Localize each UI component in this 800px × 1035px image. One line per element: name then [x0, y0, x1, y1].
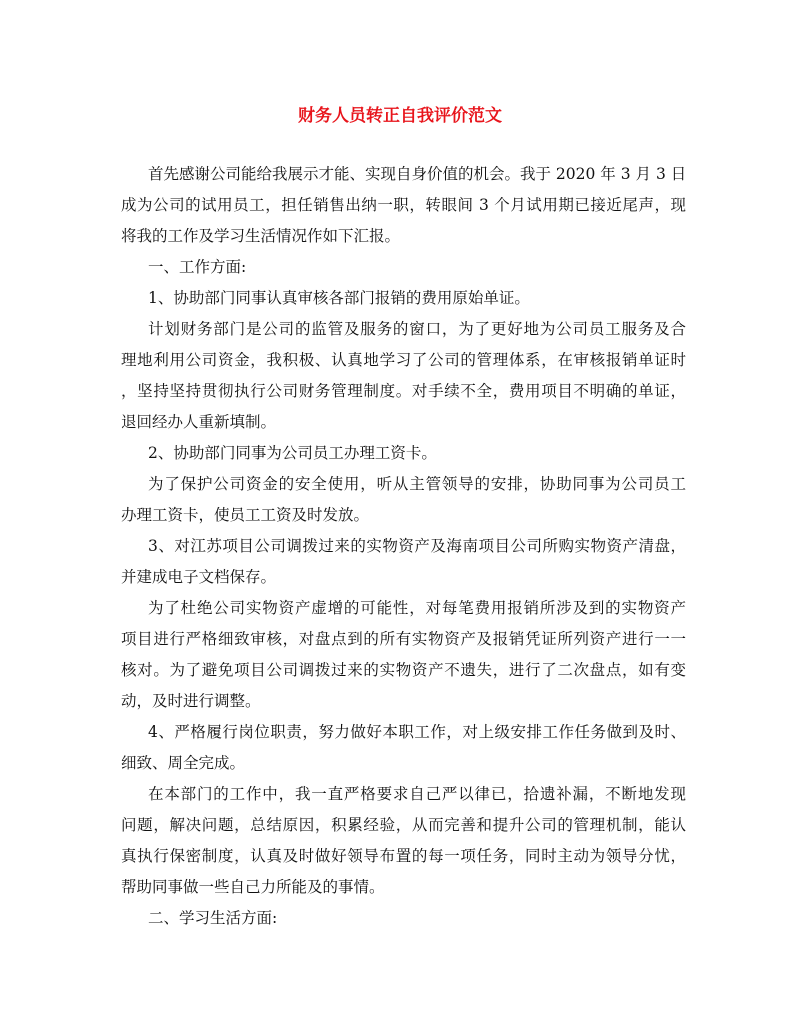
paragraph-line: 真执行保密制度，认真及时做好领导布置的每一项任务，同时主动为领导分忧，: [121, 847, 686, 865]
paragraph-line: 首先感谢公司能给我展示才能、实现自身价值的机会。我于 2020 年 3 月 3 日: [148, 165, 687, 183]
paragraph-line: 为了杜绝公司实物资产虚增的可能性，对每笔费用报销所涉及到的实物资产: [148, 599, 686, 617]
section-heading: 一、工作方面:: [148, 258, 247, 276]
item-heading: 1、协助部门同事认真审核各部门报销的费用原始单证。: [148, 289, 530, 307]
paragraph-line: 在本部门的工作中，我一直严格要求自己严以律已，拾遗补漏，不断地发现: [148, 785, 686, 803]
paragraph-line: 成为公司的试用员工，担任销售出纳一职，转眼间 3 个月试用期已接近尾声，现: [121, 196, 686, 214]
paragraph-line: 计划财务部门是公司的监管及服务的窗口，为了更好地为公司员工服务及合: [148, 320, 686, 338]
paragraph-line: ，坚持坚持贯彻执行公司财务管理制度。对手续不全，费用项目不明确的单证，: [121, 382, 686, 400]
item-heading: 4、严格履行岗位职责，努力做好本职工作，对上级安排工作任务做到及时、: [148, 723, 686, 741]
paragraph-line: 动，及时进行调整。: [121, 692, 261, 710]
paragraph-line: 问题，解决问题，总结原因，积累经验，从而完善和提升公司的管理机制，能认: [121, 816, 686, 834]
paragraph-line: 将我的工作及学习生活情况作如下汇报。: [121, 227, 401, 245]
document-title: 财务人员转正自我评价范文: [298, 106, 502, 126]
paragraph-line: 帮助同事做一些自己力所能及的事情。: [121, 878, 385, 896]
paragraph-line: 退回经办人重新填制。: [121, 413, 277, 431]
paragraph-line: 项目进行严格细致审核，对盘点到的所有实物资产及报销凭证所列资产进行一一: [121, 630, 686, 648]
item-heading: 3、对江苏项目公司调拨过来的实物资产及海南项目公司所购实物资产清盘，: [148, 537, 686, 555]
section-heading: 二、学习生活方面:: [148, 909, 278, 927]
paragraph-line: 理地利用公司资金，我积极、认真地学习了公司的管理体系，在审核报销单证时: [121, 351, 686, 369]
paragraph-line: 办理工资卡，使员工工资及时发放。: [121, 506, 370, 524]
item-heading: 细致、周全完成。: [121, 754, 246, 772]
paragraph-line: 为了保护公司资金的安全使用，听从主管领导的安排，协助同事为公司员工: [148, 475, 686, 493]
item-heading: 2、协助部门同事为公司员工办理工资卡。: [148, 444, 437, 462]
paragraph-line: 核对。为了避免项目公司调拨过来的实物资产不遗失，进行了二次盘点，如有变: [121, 661, 686, 679]
item-heading: 并建成电子文档保存。: [121, 568, 277, 586]
